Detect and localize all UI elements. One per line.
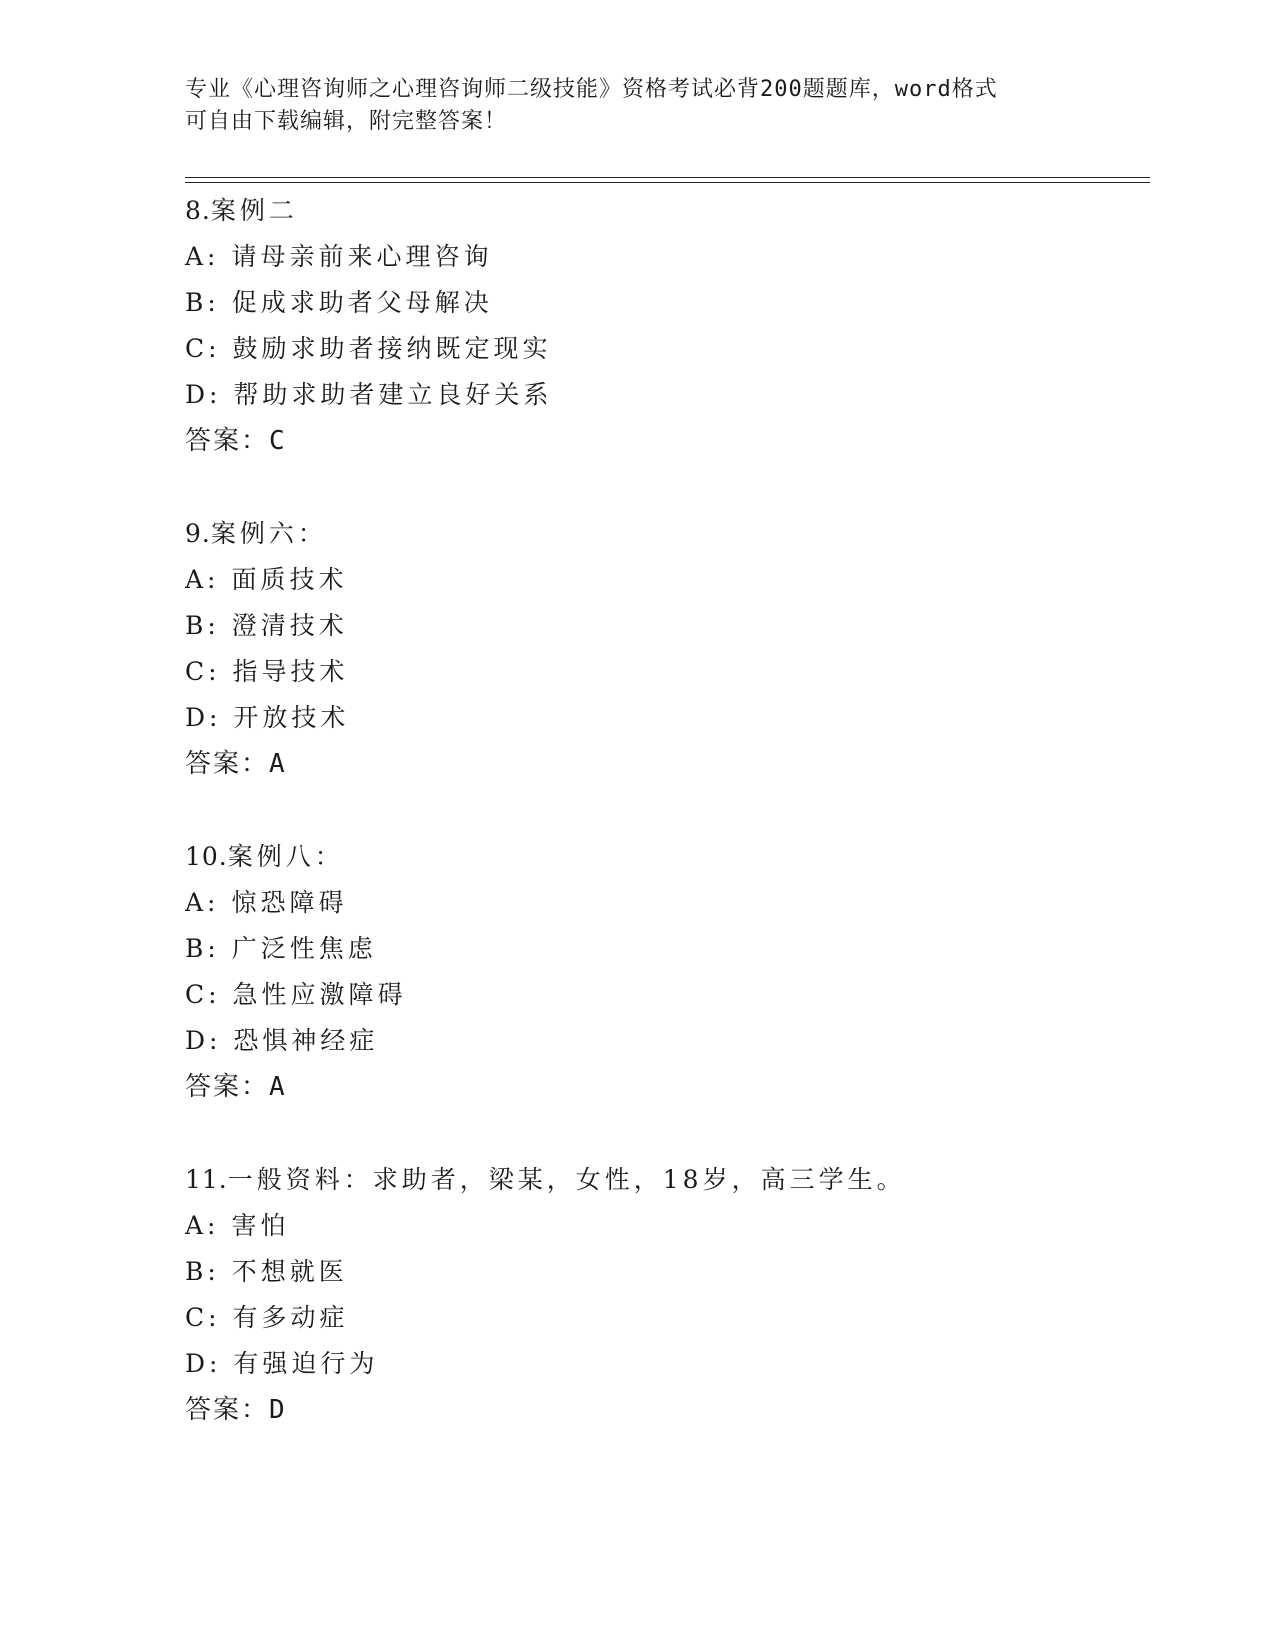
option-text: 惊恐障碍 (231, 888, 348, 917)
question-text: 一般资料：求助者，梁某，女性，18岁，高三学生。 (227, 1165, 906, 1194)
answer-line (185, 741, 1145, 787)
option-c (185, 649, 1145, 695)
option-letter: A: (185, 888, 220, 917)
option-text: 害怕 (231, 1211, 290, 1240)
question-8 (185, 188, 1145, 464)
header-line-1: 专业《心理咨询师之心理咨询师二级技能》资格考试必背200题题库，word格式 (185, 77, 998, 102)
option-c (185, 326, 1145, 372)
option-text: 鼓励求助者接纳既定现实 (232, 334, 552, 363)
option-text: 恐惧神经症 (233, 1026, 379, 1055)
header-divider-top (185, 177, 1150, 178)
option-b (185, 926, 1145, 972)
option-text: 澄清技术 (231, 611, 348, 640)
answer-line (185, 418, 1145, 464)
question-number: 9. (185, 519, 211, 548)
question-list (185, 188, 1145, 1480)
question-10 (185, 834, 1145, 1110)
answer-value: D (269, 1395, 285, 1425)
answer-line (185, 1064, 1145, 1110)
answer-line (185, 1387, 1145, 1433)
option-text: 指导技术 (232, 657, 349, 686)
option-letter: C: (185, 980, 221, 1009)
option-a (185, 557, 1145, 603)
option-text: 请母亲前来心理咨询 (231, 242, 493, 271)
option-text: 促成求助者父母解决 (231, 288, 493, 317)
answer-value: A (269, 749, 285, 779)
answer-label: 答案： (185, 426, 270, 456)
question-text: 案例二 (210, 196, 298, 225)
document-header (185, 74, 1085, 138)
question-title (185, 1157, 1145, 1203)
question-number: 10. (185, 842, 228, 871)
option-letter: D: (185, 1349, 222, 1378)
option-a (185, 1203, 1145, 1249)
option-letter: C: (185, 334, 221, 363)
header-divider-bottom (185, 182, 1150, 183)
question-number: 8. (185, 196, 211, 225)
option-a (185, 880, 1145, 926)
option-letter: B: (185, 288, 220, 317)
option-letter: A: (185, 565, 220, 594)
option-letter: B: (185, 1257, 220, 1286)
option-c (185, 1295, 1145, 1341)
option-letter: D: (185, 380, 222, 409)
header-line-2: 可自由下载编辑，附完整答案！ (185, 109, 508, 134)
option-text: 急性应激障碍 (232, 980, 407, 1009)
option-b (185, 280, 1145, 326)
option-d (185, 372, 1145, 418)
option-text: 有强迫行为 (233, 1349, 379, 1378)
question-9 (185, 511, 1145, 787)
option-letter: D: (185, 1026, 222, 1055)
option-letter: D: (185, 703, 222, 732)
option-text: 有多动症 (232, 1303, 349, 1332)
option-letter: C: (185, 657, 221, 686)
answer-label: 答案： (185, 1395, 270, 1425)
option-letter: A: (185, 242, 220, 271)
option-d (185, 695, 1145, 741)
option-d (185, 1018, 1145, 1064)
question-title (185, 834, 1145, 880)
question-title (185, 511, 1145, 557)
option-b (185, 1249, 1145, 1295)
question-11 (185, 1157, 1145, 1433)
option-a (185, 234, 1145, 280)
answer-value: A (269, 1072, 285, 1102)
option-d (185, 1341, 1145, 1387)
option-letter: C: (185, 1303, 221, 1332)
option-text: 不想就医 (231, 1257, 348, 1286)
answer-label: 答案： (185, 1072, 270, 1102)
option-text: 面质技术 (231, 565, 348, 594)
option-text: 开放技术 (233, 703, 350, 732)
option-b (185, 603, 1145, 649)
answer-value: C (269, 426, 285, 456)
option-letter: B: (185, 934, 220, 963)
question-text: 案例六： (210, 519, 327, 548)
question-number: 11. (185, 1165, 228, 1194)
option-text: 广泛性焦虑 (231, 934, 377, 963)
option-letter: A: (185, 1211, 220, 1240)
question-title (185, 188, 1145, 234)
question-text: 案例八： (227, 842, 344, 871)
option-text: 帮助求助者建立良好关系 (233, 380, 553, 409)
option-c (185, 972, 1145, 1018)
option-letter: B: (185, 611, 220, 640)
answer-label: 答案： (185, 749, 270, 779)
